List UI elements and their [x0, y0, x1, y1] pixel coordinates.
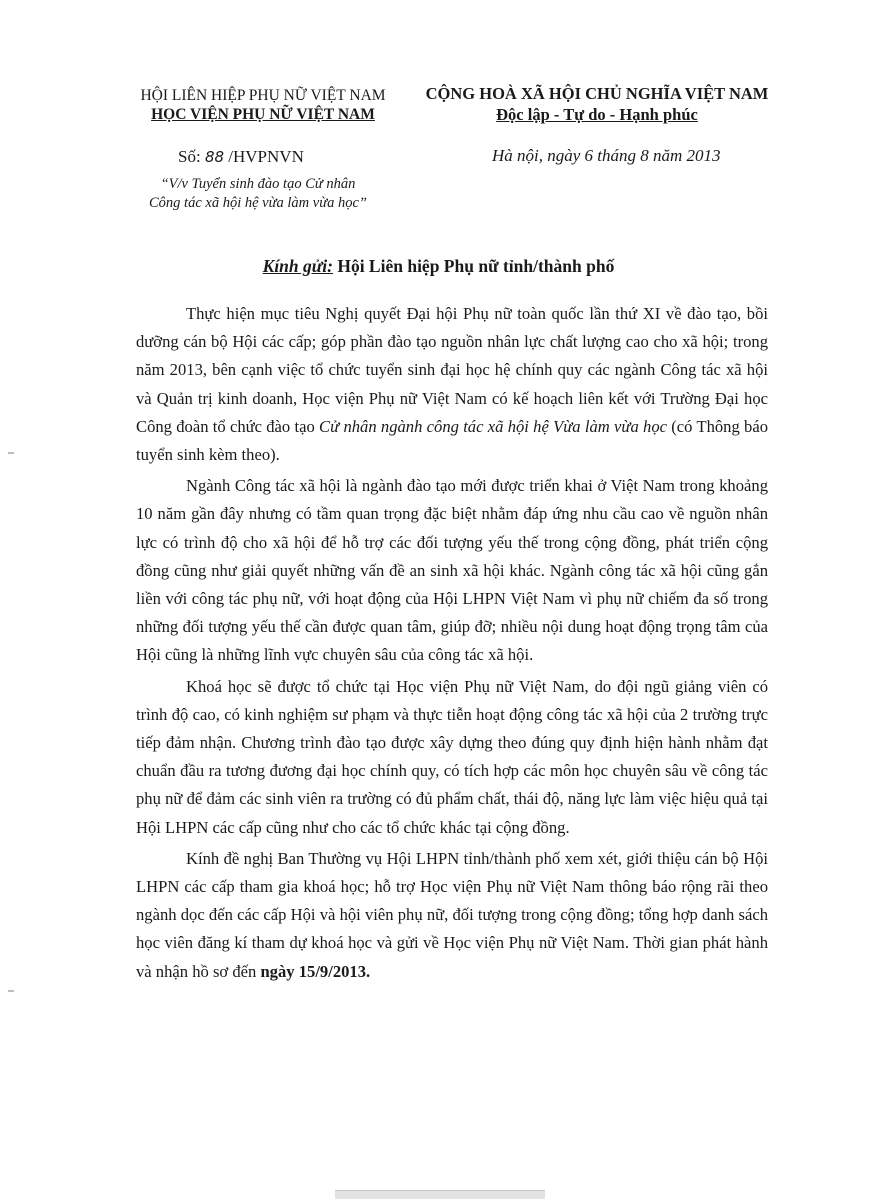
paragraph-1 — [136, 300, 768, 469]
national-motto — [412, 104, 782, 126]
letter-body — [136, 300, 768, 989]
document-subject — [108, 175, 408, 213]
issuing-organization — [118, 86, 408, 124]
subject-line-2: Công tác xã hội hệ vừa làm vừa học” — [149, 195, 367, 211]
scan-artifact — [8, 452, 14, 454]
subject-line-1: “V/v Tuyển sinh đào tạo Cử nhân — [160, 176, 356, 192]
national-heading — [412, 83, 782, 126]
document-number-value: 88 — [204, 148, 225, 166]
national-motto-text: Độc lập - Tự do - Hạnh phúc — [496, 105, 698, 124]
paragraph-2: Ngành Công tác xã hội là ngành đào tạo mới được triển khai ở Việt Nam trong khoảng 10 năm gần đây nhưng có tầm quan trọng đặc biệt nhằm đáp ứng nhu cầu cao về nguồn nhân lực có trình độ cho xã hội để hỗ trợ các đối tượng yếu thế trong cộng đồng, phát triển cộng đồng cũng như giải quyết những vấn đề an sinh xã hội khác. Ngành công tác xã hội cũng gắn liền với công tác phụ nữ, với hoạt động của Hội LHPN Việt Nam vì phụ nữ chiếm đa số trong những đối tượng yếu thế cần được quan tâm, giúp đỡ; nhiều nội dung hoạt động trọng tâm của Hội cũng là những lĩnh vực chuyên sâu của công tác xã hội. — [136, 476, 768, 665]
scan-artifact — [8, 990, 14, 992]
deadline-date: ngày 15/9/2013. — [260, 961, 371, 981]
organization-name — [118, 105, 408, 124]
recipient-label: Kính gửi: — [262, 256, 333, 276]
paragraph-1-text-a: Thực hiện mục tiêu Nghị quyết Đại hội Phụ nữ toàn quốc lần thứ XI về đào tạo, bồi dưỡng cán bộ Hội các cấp; góp phần đào tạo nguồn nhân lực chất lượng cao cho xã hội; trong năm 2013, bên cạnh việc tổ chức tuyển sinh đại học hệ chính quy các ngành Công tác xã hội và Quản trị kinh doanh, Học viện Phụ nữ Việt Nam có kế hoạch liên kết với Trường Đại học Công đoàn tổ chức đào tạo — [136, 304, 768, 436]
paragraph-1-text-b: (có Thông báo tuyển sinh kèm theo). — [136, 416, 769, 465]
document-number-suffix: /HVPNVN — [224, 147, 304, 166]
place-and-date: Hà nội, ngày 6 tháng 8 năm 2013 — [492, 146, 721, 165]
paragraph-3: Khoá học sẽ được tổ chức tại Học viện Phụ nữ Việt Nam, do đội ngũ giảng viên có trình độ cao, có kinh nghiệm sư phạm và thực tiễn hoạt động công tác xã hội của 2 trường trực tiếp đảm nhận. Chương trình đào tạo được xây dựng theo đúng quy định hiện hành nhằm đạt chuẩn đầu ra tương đương đại học chính quy, có tích hợp các môn học chuyên sâu về công tác phụ nữ để đảm các sinh viên ra trường có đủ phẩm chất, thái độ, năng lực làm việc hiệu quả tại Hội LHPN các cấp cũng như cho các tổ chức khác tại cộng đồng. — [136, 676, 768, 837]
recipient-name: Hội Liên hiệp Phụ nữ tỉnh/thành phố — [332, 256, 615, 276]
scan-artifact — [335, 1190, 545, 1199]
paragraph-4 — [136, 845, 768, 986]
paragraph-4-text: Kính đề nghị Ban Thường vụ Hội LHPN tỉnh/thành phố xem xét, giới thiệu cán bộ Hội LHPN các cấp tham gia khoá học; hỗ trợ Học viện Phụ nữ Việt Nam thông báo rộng rãi theo ngành dọc đến các cấp Hội và hội viên phụ nữ, đối tượng trong cộng đồng; tổng hợp danh sách học viên đăng kí tham dự khoá học và gửi về Học viện Phụ nữ Việt Nam. Thời gian phát hành và nhận hồ sơ đến — [136, 848, 768, 981]
document-number — [178, 147, 304, 167]
parent-organization: HỘI LIÊN HIỆP PHỤ NỮ VIỆT NAM — [140, 87, 386, 104]
organization-name-text: HỌC VIỆN PHỤ NỮ VIỆT NAM — [151, 106, 375, 123]
program-name: Cử nhân ngành công tác xã hội hệ Vừa làm vừa học — [319, 416, 667, 436]
document-number-prefix: Số: — [178, 147, 205, 166]
national-title: CỘNG HOÀ XÃ HỘI CHỦ NGHĨA VIỆT NAM — [425, 84, 769, 103]
recipient-line — [0, 256, 877, 277]
